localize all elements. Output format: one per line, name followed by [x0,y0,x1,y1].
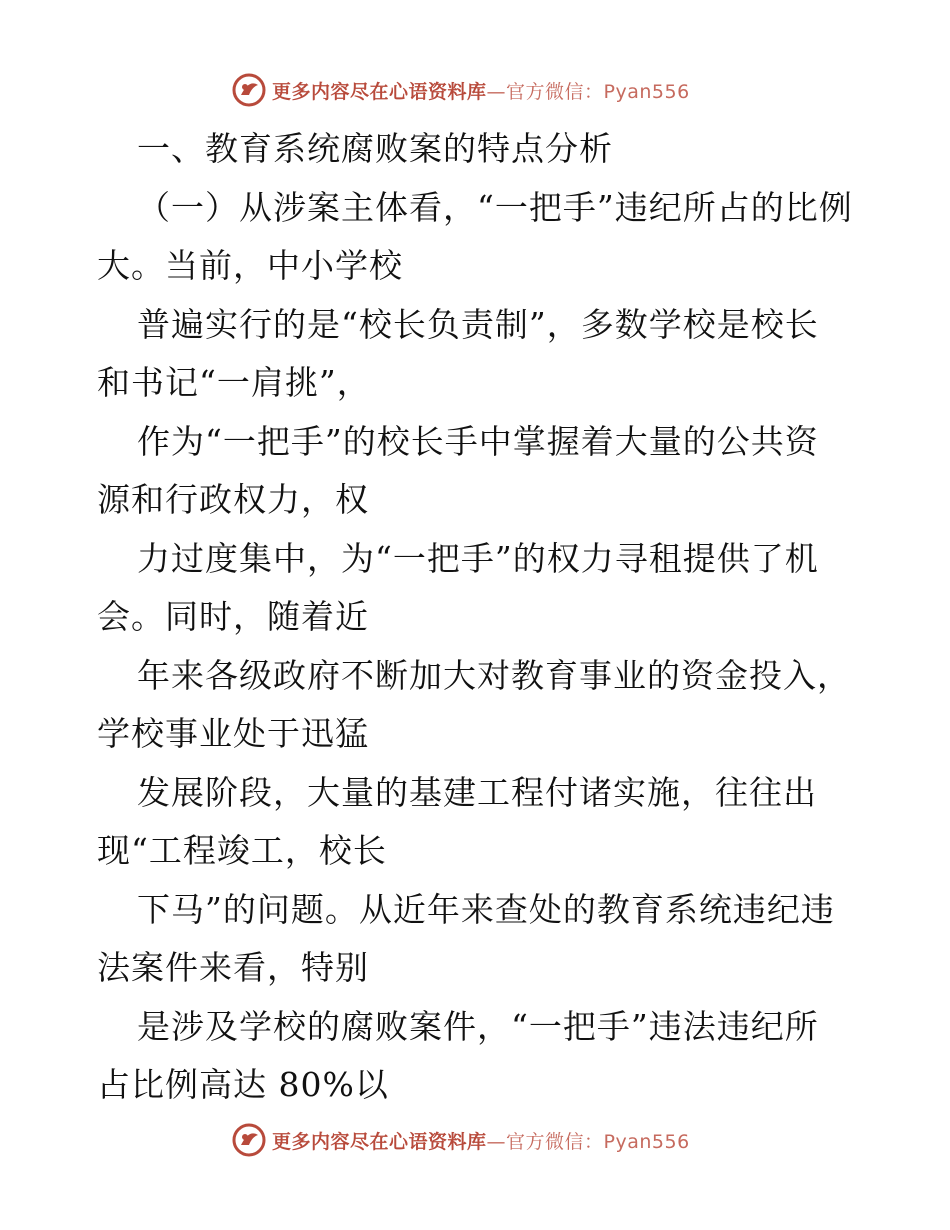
banner-site-text: 更多内容尽在心语资料库 [272,80,487,103]
brand-logo-icon [232,1123,266,1157]
footer-watermark-banner [232,1122,690,1158]
header-watermark-banner [232,72,690,108]
text-line: 发展阶段，大量的基建工程付诸实施，往往出 [137,772,817,812]
text-line: 源和行政权力，权 [97,480,369,519]
brand-logo-icon [232,73,266,107]
text-line: 作为“一把手”的校长手中掌握着大量的公共资 [137,421,819,461]
text-line: 和书记“一肩挑”， [97,363,371,402]
text-line: 力过度集中，为“一把手”的权力寻租提供了机 [137,538,819,578]
text-line: 占比例高达 80%以 [97,1065,389,1104]
banner-site-text: 更多内容尽在心语资料库 [272,1130,487,1153]
text-line: 年来各级政府不断加大对教育事业的资金投入， [137,655,851,695]
text-line: 法案件来看，特别 [97,948,369,987]
text-line: 会。同时，随着近 [97,597,369,636]
document-body [97,120,857,1115]
text-line: 现“工程竣工，校长 [97,831,387,870]
text-line: 是涉及学校的腐败案件，“一把手”违法违纪所 [137,1006,819,1046]
text-line: 学校事业处于迅猛 [97,714,369,753]
text-line: 大。当前，中小学校 [97,246,403,285]
banner-wechat-text: —官方微信：Pyan556 [486,1130,690,1153]
text-line: （一）从涉案主体看，“一把手”违纪所占的比例 [137,187,853,227]
text-line: 下马”的问题。从近年来查处的教育系统违纪违 [137,889,835,929]
text-line: 普遍实行的是“校长负责制”，多数学校是校长 [137,304,819,344]
text-line: 一、教育系统腐败案的特点分析 [137,129,613,168]
banner-text [272,1127,690,1154]
banner-wechat-text: —官方微信：Pyan556 [486,80,690,103]
banner-text [272,77,690,104]
